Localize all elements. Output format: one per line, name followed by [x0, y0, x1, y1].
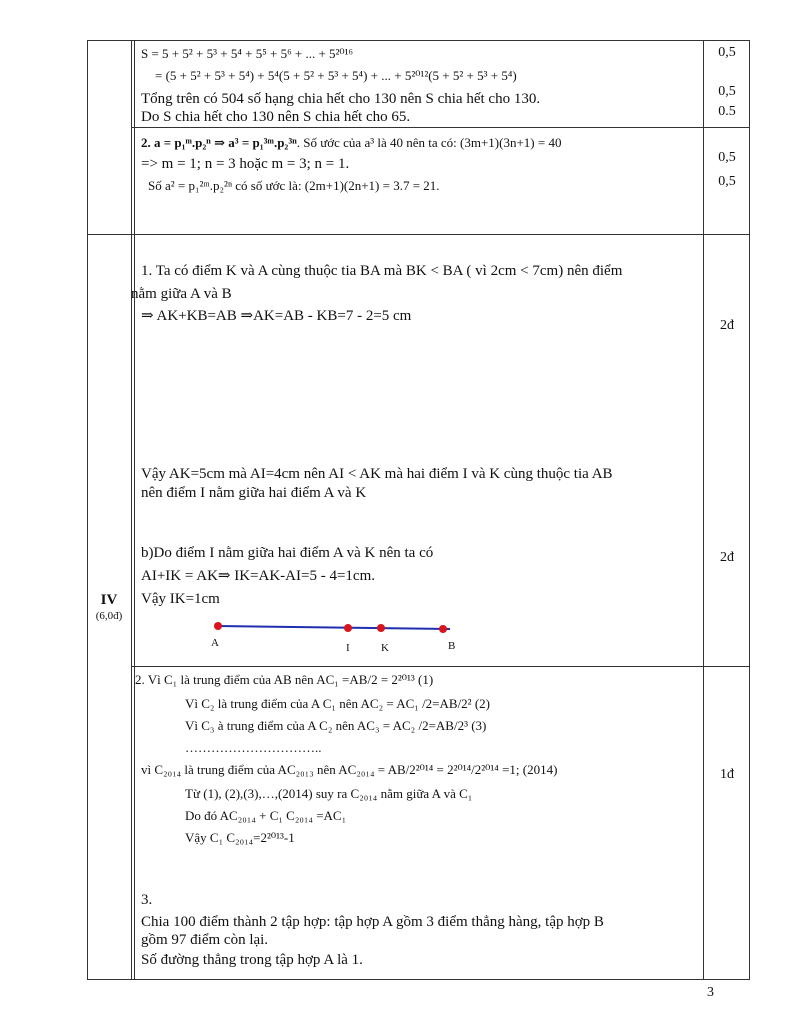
row1-score-3: 0.5	[718, 104, 736, 119]
section-points: (6,0đ)	[95, 610, 123, 622]
row4-line5: vì C₂₀₁₄ là trung điểm của AC₂₀₁₃ nên AC₂₀₁₄ = AB/2²⁰¹⁴ = 2²⁰¹⁴/2²⁰¹⁴ =1; (2014)	[141, 762, 558, 777]
label-b: B	[448, 640, 456, 652]
table-border-bottom	[87, 979, 750, 980]
row4-line6: Từ (1), (2),(3),…,(2014) suy ra C₂₀₁₄ nằm giữa A và C₁	[185, 786, 473, 801]
label-a: A	[211, 637, 219, 649]
row4-line8: Vậy C₁ C₂₀₁₄=2²⁰¹³-1	[185, 830, 295, 845]
row2-line2: => m = 1; n = 3 hoặc m = 3; n = 1.	[141, 156, 350, 172]
page-number: 3	[707, 985, 714, 1000]
table-border-left	[87, 40, 88, 979]
point-i	[344, 624, 352, 632]
segment-line	[200, 615, 470, 655]
row1-line4: Do S chia hết cho 130 nên S chia hết cho 65.	[141, 109, 411, 125]
row4-line2: Vì C₂ là trung điểm của A C₁ nên AC₂ = AC₁ /2=AB/2² (2)	[185, 696, 490, 711]
row4-line1: 2. Vì C₁ là trung điểm của AB nên AC₁ =AB/2 = 2²⁰¹³ (1)	[135, 672, 434, 687]
table-border-top	[87, 40, 750, 41]
section-label: IV	[100, 592, 118, 608]
row2-line1	[141, 134, 561, 152]
row1-sum-line2: = (5 + 5² + 5³ + 5⁴) + 5⁴(5 + 5² + 5³ + 5⁴) + ... + 5²⁰¹²(5 + 5² + 5³ + 5⁴)	[155, 68, 517, 83]
label-k: K	[381, 642, 389, 654]
row1-sum-line1: S = 5 + 5² + 5³ + 5⁴ + 5⁵ + 5⁶ + ... + 5²⁰¹⁶	[141, 46, 354, 61]
segment-figure	[200, 615, 470, 655]
row4-score: 1đ	[720, 767, 734, 782]
row1-score-2: 0,5	[718, 84, 736, 99]
point-b	[439, 625, 447, 633]
row3-score-2: 2đ	[720, 550, 734, 565]
row3-p3-line3: Vậy IK=1cm	[141, 591, 220, 607]
point-a	[214, 622, 222, 630]
table-divider-col1-inner	[134, 40, 135, 979]
row3-p1-line2: nằm giữa A và B	[131, 286, 232, 302]
label-i: I	[346, 642, 350, 654]
row3-score-1: 2đ	[720, 318, 734, 333]
point-k	[377, 624, 385, 632]
row2-line3: Số a² = p₁²ᵐ.p₂²ⁿ có số ước là: (2m+1)(2n+1) = 3.7 = 21.	[148, 178, 440, 193]
row2-line1-text: . Số ước của a³ là 40 nên ta có: (3m+1)(3n+1) = 40	[296, 135, 562, 150]
row3-p2-line1: Vậy AK=5cm mà AI=4cm nên AI < AK mà hai điểm I và K cùng thuộc tia AB	[141, 466, 613, 482]
row3-p2-line2: nên điểm I nằm giữa hai điểm A và K	[141, 485, 367, 501]
row1-line3: Tổng trên có 504 số hạng chia hết cho 130 nên S chia hết cho 130.	[141, 91, 541, 107]
row-divider-2	[87, 234, 750, 235]
row4-line9: 3.	[141, 892, 153, 908]
row2-formula: 2. a = p₁ᵐ.p₂ⁿ ⇒ a³ = p₁³ᵐ.p₂³ⁿ	[141, 135, 297, 150]
table-divider-col1	[131, 40, 132, 979]
row-divider-1	[131, 127, 750, 128]
row2-score-2: 0,5	[718, 174, 736, 189]
row3-p3-line2: AI+IK = AK⇒ IK=AK-AI=5 - 4=1cm.	[141, 568, 375, 584]
row4-line4: …………………………..	[185, 740, 322, 755]
row-divider-3	[131, 666, 750, 667]
row4-line11: gồm 97 điểm còn lại.	[141, 932, 269, 948]
row2-score-1: 0,5	[718, 150, 736, 165]
row4-line12: Số đường thẳng trong tập hợp A là 1.	[141, 952, 363, 968]
row4-line3: Vì C₃ à trung điểm của A C₂ nên AC₃ = AC₂ /2=AB/2³ (3)	[185, 718, 487, 733]
row3-p1-line1: 1. Ta có điểm K và A cùng thuộc tia BA mà BK < BA ( vì 2cm < 7cm) nên điểm	[141, 263, 623, 279]
row3-p3-line1: b)Do điểm I nằm giữa hai điểm A và K nên ta có	[141, 545, 434, 561]
row4-line7: Do đó AC₂₀₁₄ + C₁ C₂₀₁₄ =AC₁	[185, 808, 347, 823]
row4-line10: Chia 100 điểm thành 2 tập hợp: tập hợp A gồm 3 điểm thẳng hàng, tập hợp B	[141, 914, 604, 930]
row3-p1-line3: ⇒ AK+KB=AB ⇒AK=AB - KB=7 - 2=5 cm	[141, 308, 412, 324]
row1-score-1: 0,5	[718, 45, 736, 60]
